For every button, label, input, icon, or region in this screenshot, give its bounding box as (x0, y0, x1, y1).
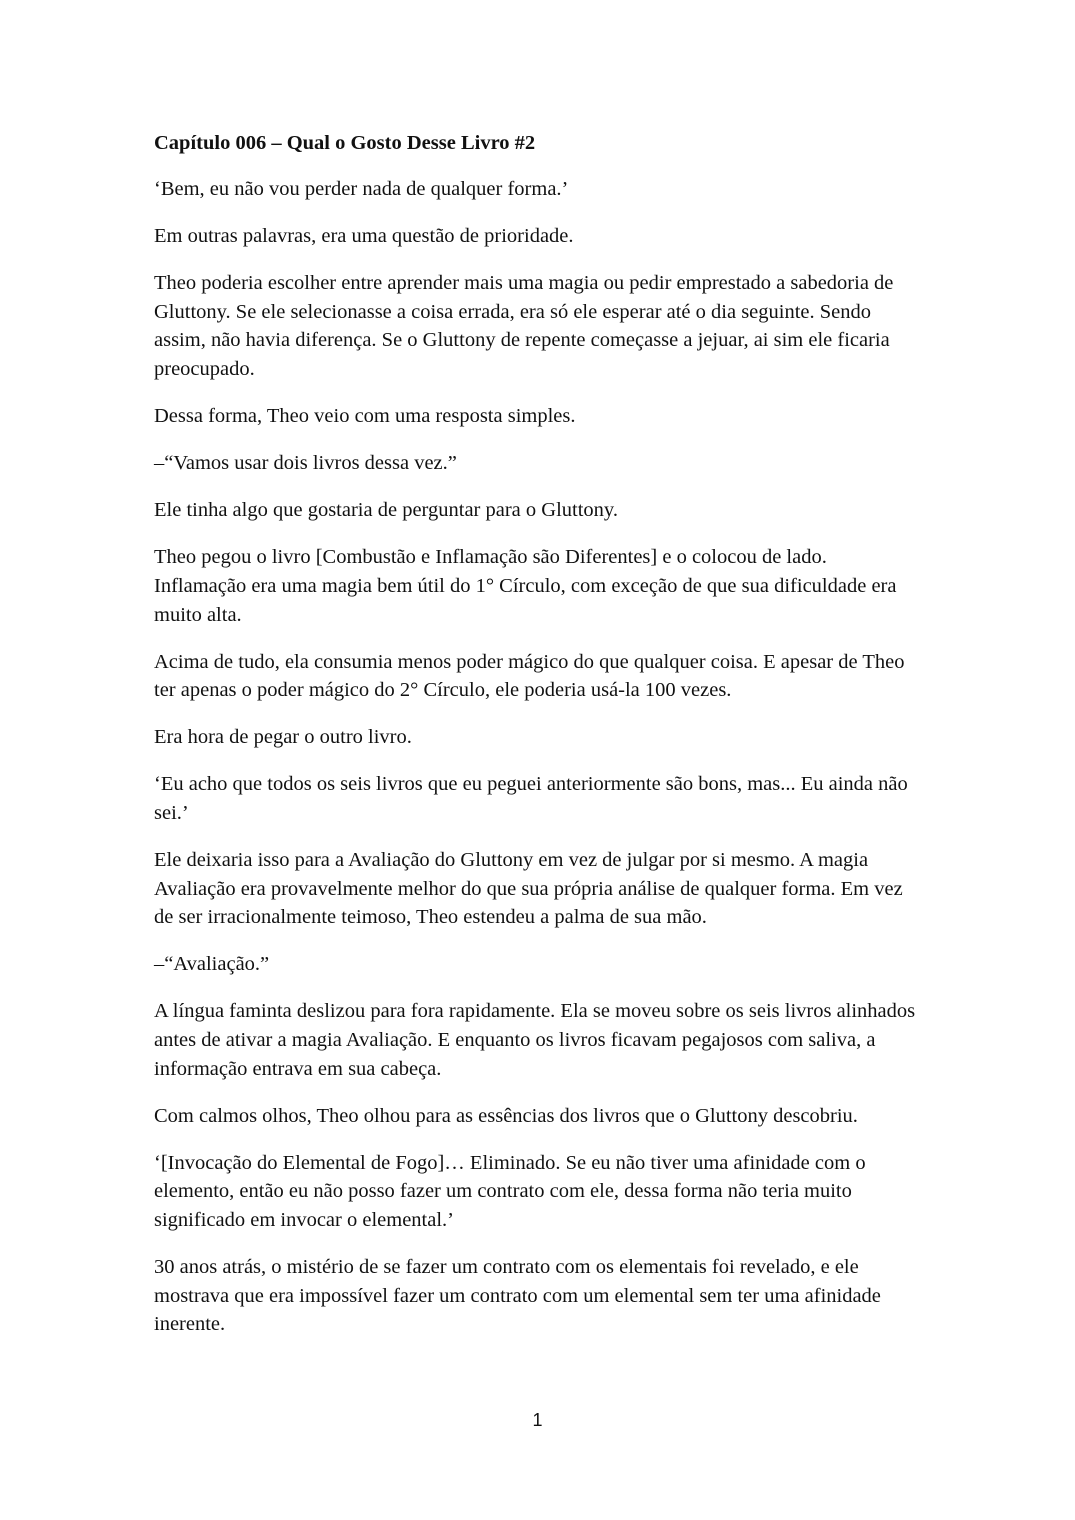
paragraph: 30 anos atrás, o mistério de se fazer um contrato com os elementais foi revelado, e ele mostrava que era impossível fazer um contrato com um elemental sem ter uma afinidade inerente. (154, 1256, 881, 1336)
chapter-title: Capítulo 006 – Qual o Gosto Desse Livro #2 (154, 132, 536, 154)
paragraph: Com calmos olhos, Theo olhou para as essências dos livros que o Gluttony descobriu. (154, 1104, 858, 1127)
paragraph: Theo poderia escolher entre aprender mais uma magia ou pedir emprestado a sabedoria de Gluttony. Se ele selecionasse a coisa errada, era só ele esperar até o dia seguinte. Sendo assim, não havia diferença. Se o Gluttony de repente começasse a jejuar, ai sim ele ficaria preocupado. (154, 272, 894, 380)
paragraph: ‘Bem, eu não vou perder nada de qualquer forma.’ (154, 178, 569, 200)
paragraph: Ele deixaria isso para a Avaliação do Gluttony em vez de julgar por si mesmo. A magia Avaliação era provavelmente melhor do que sua própria análise de qualquer forma. Em vez de ser irracionalmente teimoso, Theo estendeu a palma de sua mão. (154, 849, 903, 929)
paragraph: –“Vamos usar dois livros dessa vez.” (154, 452, 457, 475)
paragraph: Era hora de pegar o outro livro. (154, 726, 412, 749)
paragraph: Acima de tudo, ela consumia menos poder mágico do que qualquer coisa. E apesar de Theo ter apenas o poder mágico do 2° Círculo, ele poderia usá-la 100 vezes. (154, 650, 905, 702)
paragraph: ‘[Invocação do Elemental de Fogo]… Eliminado. Se eu não tiver uma afinidade com o elemento, então eu não posso fazer um contrato com ele, dessa forma não teria muito significado em invocar o elemental.’ (154, 1151, 866, 1232)
paragraph: Em outras palavras, era uma questão de prioridade. (154, 225, 574, 248)
paragraph: Ele tinha algo que gostaria de perguntar para o Gluttony. (154, 499, 618, 522)
paragraph: ‘Eu acho que todos os seis livros que eu peguei anteriormente são bons, mas... Eu ainda não sei.’ (154, 773, 908, 824)
document-page (154, 129, 924, 1357)
paragraph: Theo pegou o livro [Combustão e Inflamação são Diferentes] e o colocou de lado. Inflamação era uma magia bem útil do 1° Círculo, com exceção de que sua dificuldade era muito alta. (154, 546, 897, 626)
page-number: 1 (532, 1410, 543, 1430)
paragraph: A língua faminta deslizou para fora rapidamente. Ela se moveu sobre os seis livros alinhados antes de ativar a magia Avaliação. E enquanto os livros ficavam pegajosos com saliva, a informação entrava em sua cabeça. (154, 1000, 916, 1080)
paragraph: –“Avaliação.” (154, 953, 270, 976)
paragraph: Dessa forma, Theo veio com uma resposta simples. (154, 405, 576, 428)
